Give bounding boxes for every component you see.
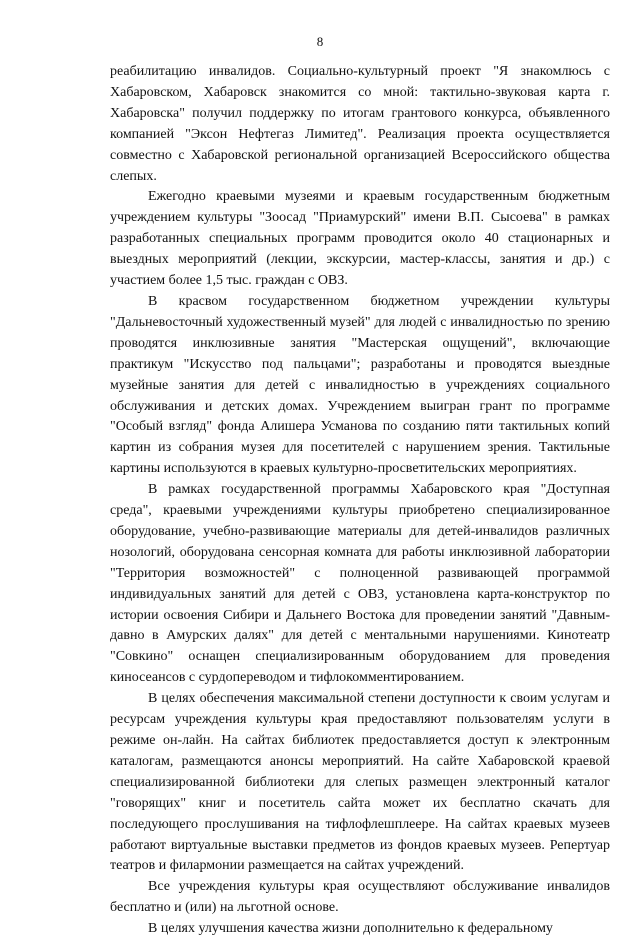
paragraph-zoosad-events: Ежегодно краевыми музеями и краевым государственным бюджетным учреждением культуры "Зоосад "Приамурский" имени В.П. Сысоева" в рамках разработанных специальных программ проводится около 40 стационарных и выездных мероприятий (лекции, экскурсии, мастер-классы, занятия и др.) с участием более 1,5 тыс. граждан с ОВЗ. xyxy=(110,189,610,289)
page-number: 8 xyxy=(316,34,324,49)
paragraph-free-service: Все учреждения культуры края осуществляют обслуживание инвалидов бесплатно и (или) на льготной основе. xyxy=(110,879,610,916)
paragraph-continuation: реабилитацию инвалидов. Социально-культурный проект "Я знакомлюсь с Хабаровском, Хабаровск знакомится со мной: тактильно-звуковая карта г. Хабаровска" получил поддержку по итогам грантового конкурса, объявленного компанией "Эксон Нефтегаз Лимитед". Реализация проекта осуществляется совместно с Хабаровской региональной организацией Всероссийского общества слепых. xyxy=(110,64,610,184)
paragraph-online-services: В целях обеспечения максимальной степени доступности к своим услугам и ресурсам учреждения культуры края предоставляют пользователям услуги в режиме он-лайн. На сайтах библиотек предоставляется доступ к электронным каталогам, размещаются анонсы мероприятий. На сайте Хабаровской краевой специализированной библиотеки для слепых размещен электронный каталог "говорящих" книг и посетитель сайта может их бесплатно скачать для последующего прослушивания на тифлофлешплеере. На сайтах краевых музеев работают виртуальные выставки предметов из фондов краевых музеев. Репертуар театров и филармонии размещается на сайтах учреждений. xyxy=(110,691,610,874)
paragraph-quality-of-life: В целях улучшения качества жизни дополнительно к федеральному xyxy=(148,921,553,937)
document-body xyxy=(110,62,610,940)
paragraph-accessible-environment: В рамках государственной программы Хабаровского края "Доступная среда", краевыми учреждениями культуры приобретено специализированное оборудование, учебно-развивающие материалы для детей-инвалидов различных нозологий, оборудована сенсорная комната для работы инклюзивной лаборатории "Территория возможностей" с полноценной развивающей программой индивидуальных занятий для детей с ОВЗ, установлена карта-конструктор по истории освоения Сибири и Дальнего Востока для проведении занятий "Давным-давно в Амурских далях" для детей с ментальными нарушениями. Кинотеатр "Совкино" оснащен специализированным оборудованием для проведения киносеансов с сурдопереводом и тифлокомментированием. xyxy=(110,482,610,686)
paragraph-art-museum: В красвом государственном бюджетном учреждении культуры "Дальневосточный художественный музей" для людей с инвалидностью по зрению проводятся инклюзивные занятия "Мастерская ощущений", включающие практикум "Искусство под пальцами"; разработаны и проводятся выездные музейные занятия для детей с инвалидностью в учреждениях социального обслуживания и детских домах. Учреждением выигран грант по программе "Особый взгляд" фонда Алишера Усманова по созданию пяти тактильных копий картин из собрания музея для посетителей с нарушением зрения. Тактильные картины используются в краевых культурно-просветительских мероприятиях. xyxy=(110,293,610,477)
